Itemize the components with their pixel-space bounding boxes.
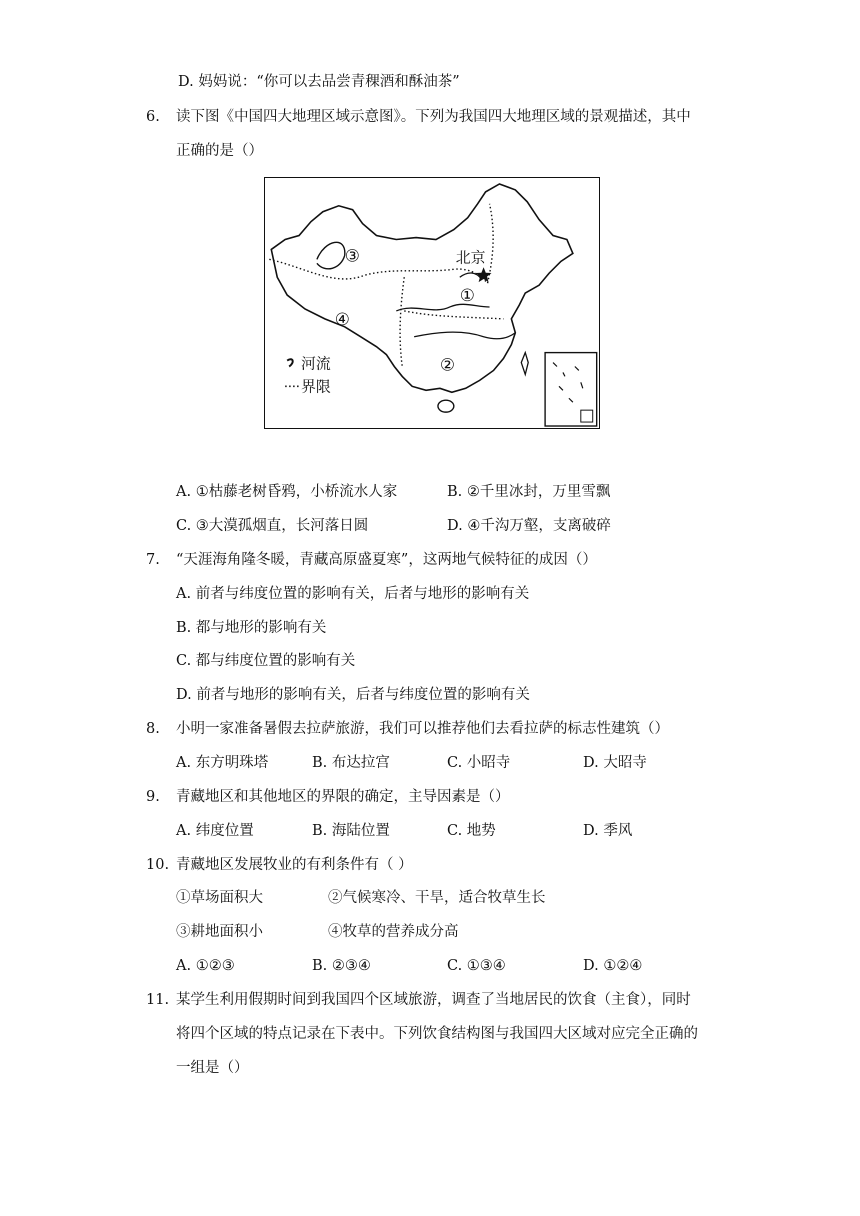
taiwan-island	[521, 353, 528, 375]
q6-option-d: D. ④千沟万壑，支离破碎	[447, 518, 611, 534]
region-3-label: ③	[344, 245, 360, 266]
boundary-line	[488, 204, 494, 283]
q6-number: 6.	[146, 109, 160, 125]
q9-stem: 青藏地区和其他地区的界限的确定，主导因素是（）	[176, 789, 510, 805]
q9-option-d: D. 季风	[583, 823, 633, 839]
q8-stem: 小明一家准备暑假去拉萨旅游，我们可以推荐他们去看拉萨的标志性建筑（）	[176, 721, 669, 737]
q10-option-d: D. ①②④	[583, 958, 643, 974]
q9-option-c: C. 地势	[447, 823, 496, 839]
q10-item-4: ④牧草的营养成分高	[328, 924, 459, 940]
river-line	[396, 304, 489, 311]
region-4-label: ④	[334, 308, 350, 329]
q7-number: 7.	[146, 552, 160, 568]
q8-option-d: D. 大昭寺	[583, 755, 647, 771]
q5-option-d: D. 妈妈说：“你可以去品尝青稞酒和酥油茶”	[178, 74, 460, 90]
q10-number: 10.	[146, 857, 170, 873]
q9-number: 9.	[146, 789, 160, 805]
q10-item-3: ③耕地面积小	[176, 924, 263, 940]
boundary-line	[404, 311, 503, 319]
q10-item-2: ②气候寒冷、干旱，适合牧草生长	[328, 890, 546, 906]
q11-stem-line3: 一组是（）	[176, 1060, 249, 1076]
hainan-island	[438, 400, 454, 412]
q6-option-a: A. ①枯藤老树昏鸦，小桥流水人家	[176, 484, 398, 500]
boundary-line	[269, 259, 487, 283]
q8-option-c: C. 小昭寺	[447, 755, 511, 771]
q6-option-b: B. ②千里冰封，万里雪飘	[447, 484, 611, 500]
q6-stem-line1: 读下图《中国四大地理区域示意图》。下列为我国四大地理区域的景观描述，其中	[176, 109, 691, 125]
q11-stem-line2: 将四个区域的特点记录在下表中。下列饮食结构图与我国四大区域对应完全正确的	[176, 1026, 698, 1042]
legend-boundary-label: 界限	[301, 377, 331, 396]
q8-option-b: B. 布达拉宫	[312, 755, 390, 771]
q8-number: 8.	[146, 721, 160, 737]
q11-number: 11.	[146, 992, 170, 1008]
china-regions-map	[264, 177, 600, 429]
q6-stem-line2: 正确的是（）	[176, 143, 263, 159]
q11-stem-line1: 某学生利用假期时间到我国四个区域旅游，调查了当地居民的饮食（主食），同时	[176, 992, 691, 1008]
q10-option-c: C. ①③④	[447, 958, 506, 974]
region-2-label: ②	[439, 354, 456, 375]
legend-river-icon	[287, 359, 293, 366]
beijing-star-icon	[476, 267, 492, 282]
river-line	[414, 332, 515, 339]
q7-option-a: A. 前者与纬度位置的影响有关，后者与地形的影响有关	[176, 586, 530, 602]
q10-stem: 青藏地区发展牧业的有利条件有（ ）	[176, 857, 413, 873]
q10-option-a: A. ①②③	[176, 958, 235, 974]
q7-stem: “天涯海角隆冬暖，青藏高原盛夏寒”，这两地气候特征的成因（）	[176, 552, 597, 568]
q9-option-b: B. 海陆位置	[312, 823, 390, 839]
region-1-label: ①	[459, 285, 475, 306]
south-china-sea-inset	[545, 353, 597, 426]
map-figure	[265, 178, 599, 428]
boundary-line	[400, 277, 404, 366]
q7-option-c: C. 都与纬度位置的影响有关	[176, 653, 356, 669]
q7-option-b: B. 都与地形的影响有关	[176, 620, 327, 636]
river-line	[317, 242, 345, 268]
beijing-label: 北京	[455, 248, 486, 267]
q9-option-a: A. 纬度位置	[176, 823, 254, 839]
q10-item-1: ①草场面积大	[176, 890, 263, 906]
legend-river-label: 河流	[301, 354, 331, 373]
q10-option-b: B. ②③④	[312, 958, 371, 974]
q8-option-a: A. 东方明珠塔	[176, 755, 269, 771]
q7-option-d: D. 前者与地形的影响有关，后者与纬度位置的影响有关	[176, 687, 530, 703]
q6-option-c: C. ③大漠孤烟直，长河落日圆	[176, 518, 369, 534]
